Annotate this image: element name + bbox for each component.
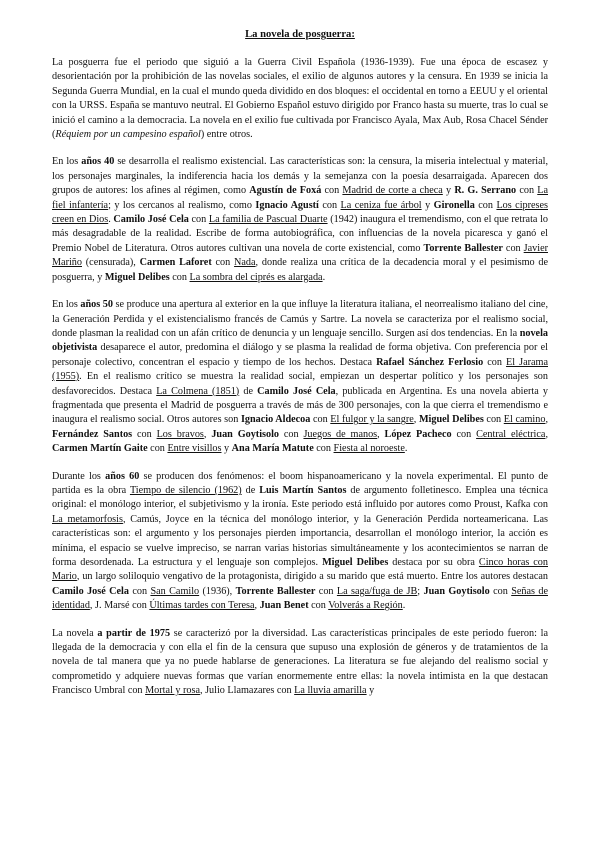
book-title: La metamorfosis <box>52 513 123 525</box>
book-title: La Colmena (1851) <box>156 385 240 397</box>
book-title: El camino <box>503 414 546 426</box>
author-name: Torrente Ballester <box>235 585 316 597</box>
author-name: Juan Benet <box>259 600 309 612</box>
author-name: Camilo José Cela <box>52 585 129 597</box>
genre-label: novela objetivista <box>52 327 548 354</box>
book-title: Cinco horas con Mario <box>52 557 548 583</box>
paragraph-decade-60: Durante los años 60 se producen dos fenómenos: el boom hispanoamericano y la novela experimental. El punto de partida es la obra Tiempo de silencio (1962) de Luis Martín Santos de argumento folletinesco. Emplea una técnica original: el monólogo interior, el subjetivismo y la ironía. Este periodo está influido por autores como Proust, Kafka con La metamorfosis, Camús, Joyce en la técnica del monólogo interior, y la Generación Perdida norteamericana. Las características son: el argumento y los personajes pierden importancia, desarrollan el monólogo interior, la acción es mínima, el espacio se vuelve impreciso, se narran varias historias simultáneamente y los acontecimientos se narran de forma desordenada. La estructura y el lenguaje son complejos. Miguel Delibes destaca por su obra Cinco horas con Mario, un largo soliloquio vengativo de la protagonista, dirigido a su marido que está muerto. Entre los autores destacan Camilo José Cela con San Camilo (1936), Torrente Ballester con La saga/fuga de JB; Juan Goytisolo con Señas de identidad, J. Marsé con Últimas tardes con Teresa, Juan Benet con Volverás a Región. <box>52 470 548 612</box>
book-title: Últimas tardes con Teresa <box>149 600 255 612</box>
author-name: Camilo José Cela <box>113 214 189 226</box>
author-name: Carmen Martín Gaite <box>52 443 148 455</box>
decade-label: años 60 <box>105 470 140 482</box>
author-name: R. G. Serrano <box>454 185 517 197</box>
book-title: Juegos de manos <box>303 428 378 440</box>
author-name: Ignacio Aldecoa <box>240 414 311 426</box>
author-name: Juan Goytisolo <box>423 585 490 597</box>
author-name: Fernández Santos <box>52 428 133 440</box>
book-title: San Camilo <box>150 585 200 597</box>
decade-label: años 40 <box>81 156 115 168</box>
period-label: a partir de 1975 <box>97 627 171 639</box>
paragraph-from-1975: La novela a partir de 1975 se caracterizó por la diversidad. Las características principales de este periodo fueron: la llegada de la democracia y con ella el fin de la censura que supuso una explosión de géneros y de tratamientos de la novela de tal manera que ya no puede hablarse de generaciones. La literatura se fue alejando del realismo social y comprometido y adquiere nuevas formas que varían enormemente entre ellas: la novela intimista en la que destacan Francisco Umbral con Mortal y rosa, Julio Llamazares con La lluvia amarilla y <box>52 627 548 697</box>
page-title: La novela de posguerra: <box>245 29 355 40</box>
book-title: Volverás a Región <box>328 600 403 612</box>
book-title: La fiel infantería <box>52 185 548 211</box>
author-name: Torrente Ballester <box>423 242 503 254</box>
book-title: Central eléctrica <box>476 428 546 440</box>
author-name: Agustín de Foxá <box>249 185 322 197</box>
paragraph-decade-40: En los años 40 se desarrolla el realismo existencial. Las características son: la censura, la miseria intelectual y material, los personajes marginales, la indiferencia hacia los demás y la semejanza con la poesía desarraigada. Aparecen dos grupos de autores: los afines al régimen, como Agustín de Foxá con Madrid de corte a checa y R. G. Serrano con La fiel infantería; y los cercanos al realismo, como Ignacio Agustí con La ceniza fue árbol y Gironella con Los cipreses creen en Dios. Camilo José Cela con La familia de Pascual Duarte (1942) inaugura el tremendismo, con el que retrata lo más desagradable de la realidad. Escribe de forma autobiográfica, con influencias de la novela picaresca y ganó el Premio Nobel de Literatura. Otros autores cultivan una novela de corte existencial, como Torrente Ballester con Javier Mariño (censurada), Carmen Laforet con Nada, donde realiza una crítica de la decadencia moral y el pesimismo de posguerra, y Miguel Delibes con La sombra del ciprés es alargada. <box>52 156 548 283</box>
book-title: El Jarama (1955) <box>52 356 548 383</box>
book-title: Los cipreses creen en Dios <box>52 199 548 226</box>
author-name: Juan Goytisolo <box>211 428 280 440</box>
author-name: Carmen Laforet <box>139 257 212 269</box>
author-name: Ignacio Agustí <box>255 199 319 211</box>
book-title: Tiempo de silencio (1962) <box>129 484 242 496</box>
author-name: Miguel Delibes <box>322 557 389 568</box>
book-title: Fiesta al noroeste <box>333 443 405 455</box>
book-title: Nada <box>234 257 256 269</box>
book-title: Señas de identidad <box>52 585 548 612</box>
book-title: La sombra del ciprés es alargada <box>189 271 323 283</box>
book-title: Réquiem por un campesino español <box>55 129 201 141</box>
author-name: Ana María Matute <box>231 443 314 455</box>
author-name: López Pacheco <box>384 428 452 440</box>
book-title: Entre visillos <box>167 443 222 455</box>
book-title: La lluvia amarilla <box>294 685 367 697</box>
book-title: La familia de Pascual Duarte <box>208 214 328 226</box>
author-name: Miguel Delibes <box>418 414 484 426</box>
book-title: Mortal y rosa <box>145 685 200 697</box>
book-title: La ceniza fue árbol <box>340 199 422 211</box>
paragraph-decade-50: En los años 50 se produce una apertura al exterior en la que influye la literatura italiana, el neorrealismo italiano del cine, la Generación Perdida y el existencialismo francés de Camús y Sartre. La novela se caracteriza por el realismo social, donde plasman la realidad con un afán crítico de denuncia y un lenguaje sencillo. Surgen así dos tendencias. En la novela objetivista desaparece el autor, predomina el diálogo y se plasma la realidad de forma objetiva. Con preferencia por el personaje colectivo, concentran el espacio y tiempo de los hechos. Destaca Rafael Sánchez Ferlosio con El Jarama (1955). En el realismo crítico se muestra la realidad social, empiezan un despertar político y los personajes son desfavorecidos. Destaca La Colmena (1851) de Camilo José Cela, publicada en Argentina. Es una novela abierta y fragmentada que presenta el Madrid de posguerra a través de más de 300 personajes, con la que cierra el tremendismo e inaugura el realismo social. Otros autores son Ignacio Aldecoa con El fulgor y la sangre, Miguel Delibes con El camino, Fernández Santos con Los bravos, Juan Goytisolo con Juegos de manos, López Pacheco con Central eléctrica, Carmen Martín Gaite con Entre visillos y Ana María Matute con Fiesta al noroeste. <box>52 299 549 455</box>
decade-label: años 50 <box>80 299 113 311</box>
book-title: El fulgor y la sangre <box>330 414 414 426</box>
author-name: Camilo José Cela <box>257 385 336 397</box>
author-name: Rafael Sánchez Ferlosio <box>376 356 484 368</box>
paragraph-intro: La posguerra fue el periodo que siguió a la Guerra Civil Española (1936-1939). Fue una época de escasez y desorientación por la prohibición de las novelas sociales, el exilio de algunos autores y la censura. En 1939 se inicia la Segunda Guerra Mundial, en la cual el mundo queda dividido en dos bloques: el occidental en torno a EEUU y el oriental con la URSS. España se mantuvo neutral. El Gobierno Español estuvo dirigido por Franco hasta su muerte, tras lo cual se inició el camino a la democracia. La novela en el exilio fue cultivada por Francisco Ayala, Max Aub, Rosa Chacel Sénder (Réquiem por un campesino español) entre otros. <box>52 57 548 141</box>
author-name: Gironella <box>433 199 475 211</box>
book-title: La saga/fuga de JB <box>336 585 418 597</box>
book-title: Javier Mariño <box>52 242 548 269</box>
book-title: Madrid de corte a checa <box>342 185 443 197</box>
author-name: Miguel Delibes <box>104 271 170 283</box>
author-name: Luis Martín Santos <box>259 484 347 496</box>
book-title: Los bravos <box>156 428 204 440</box>
